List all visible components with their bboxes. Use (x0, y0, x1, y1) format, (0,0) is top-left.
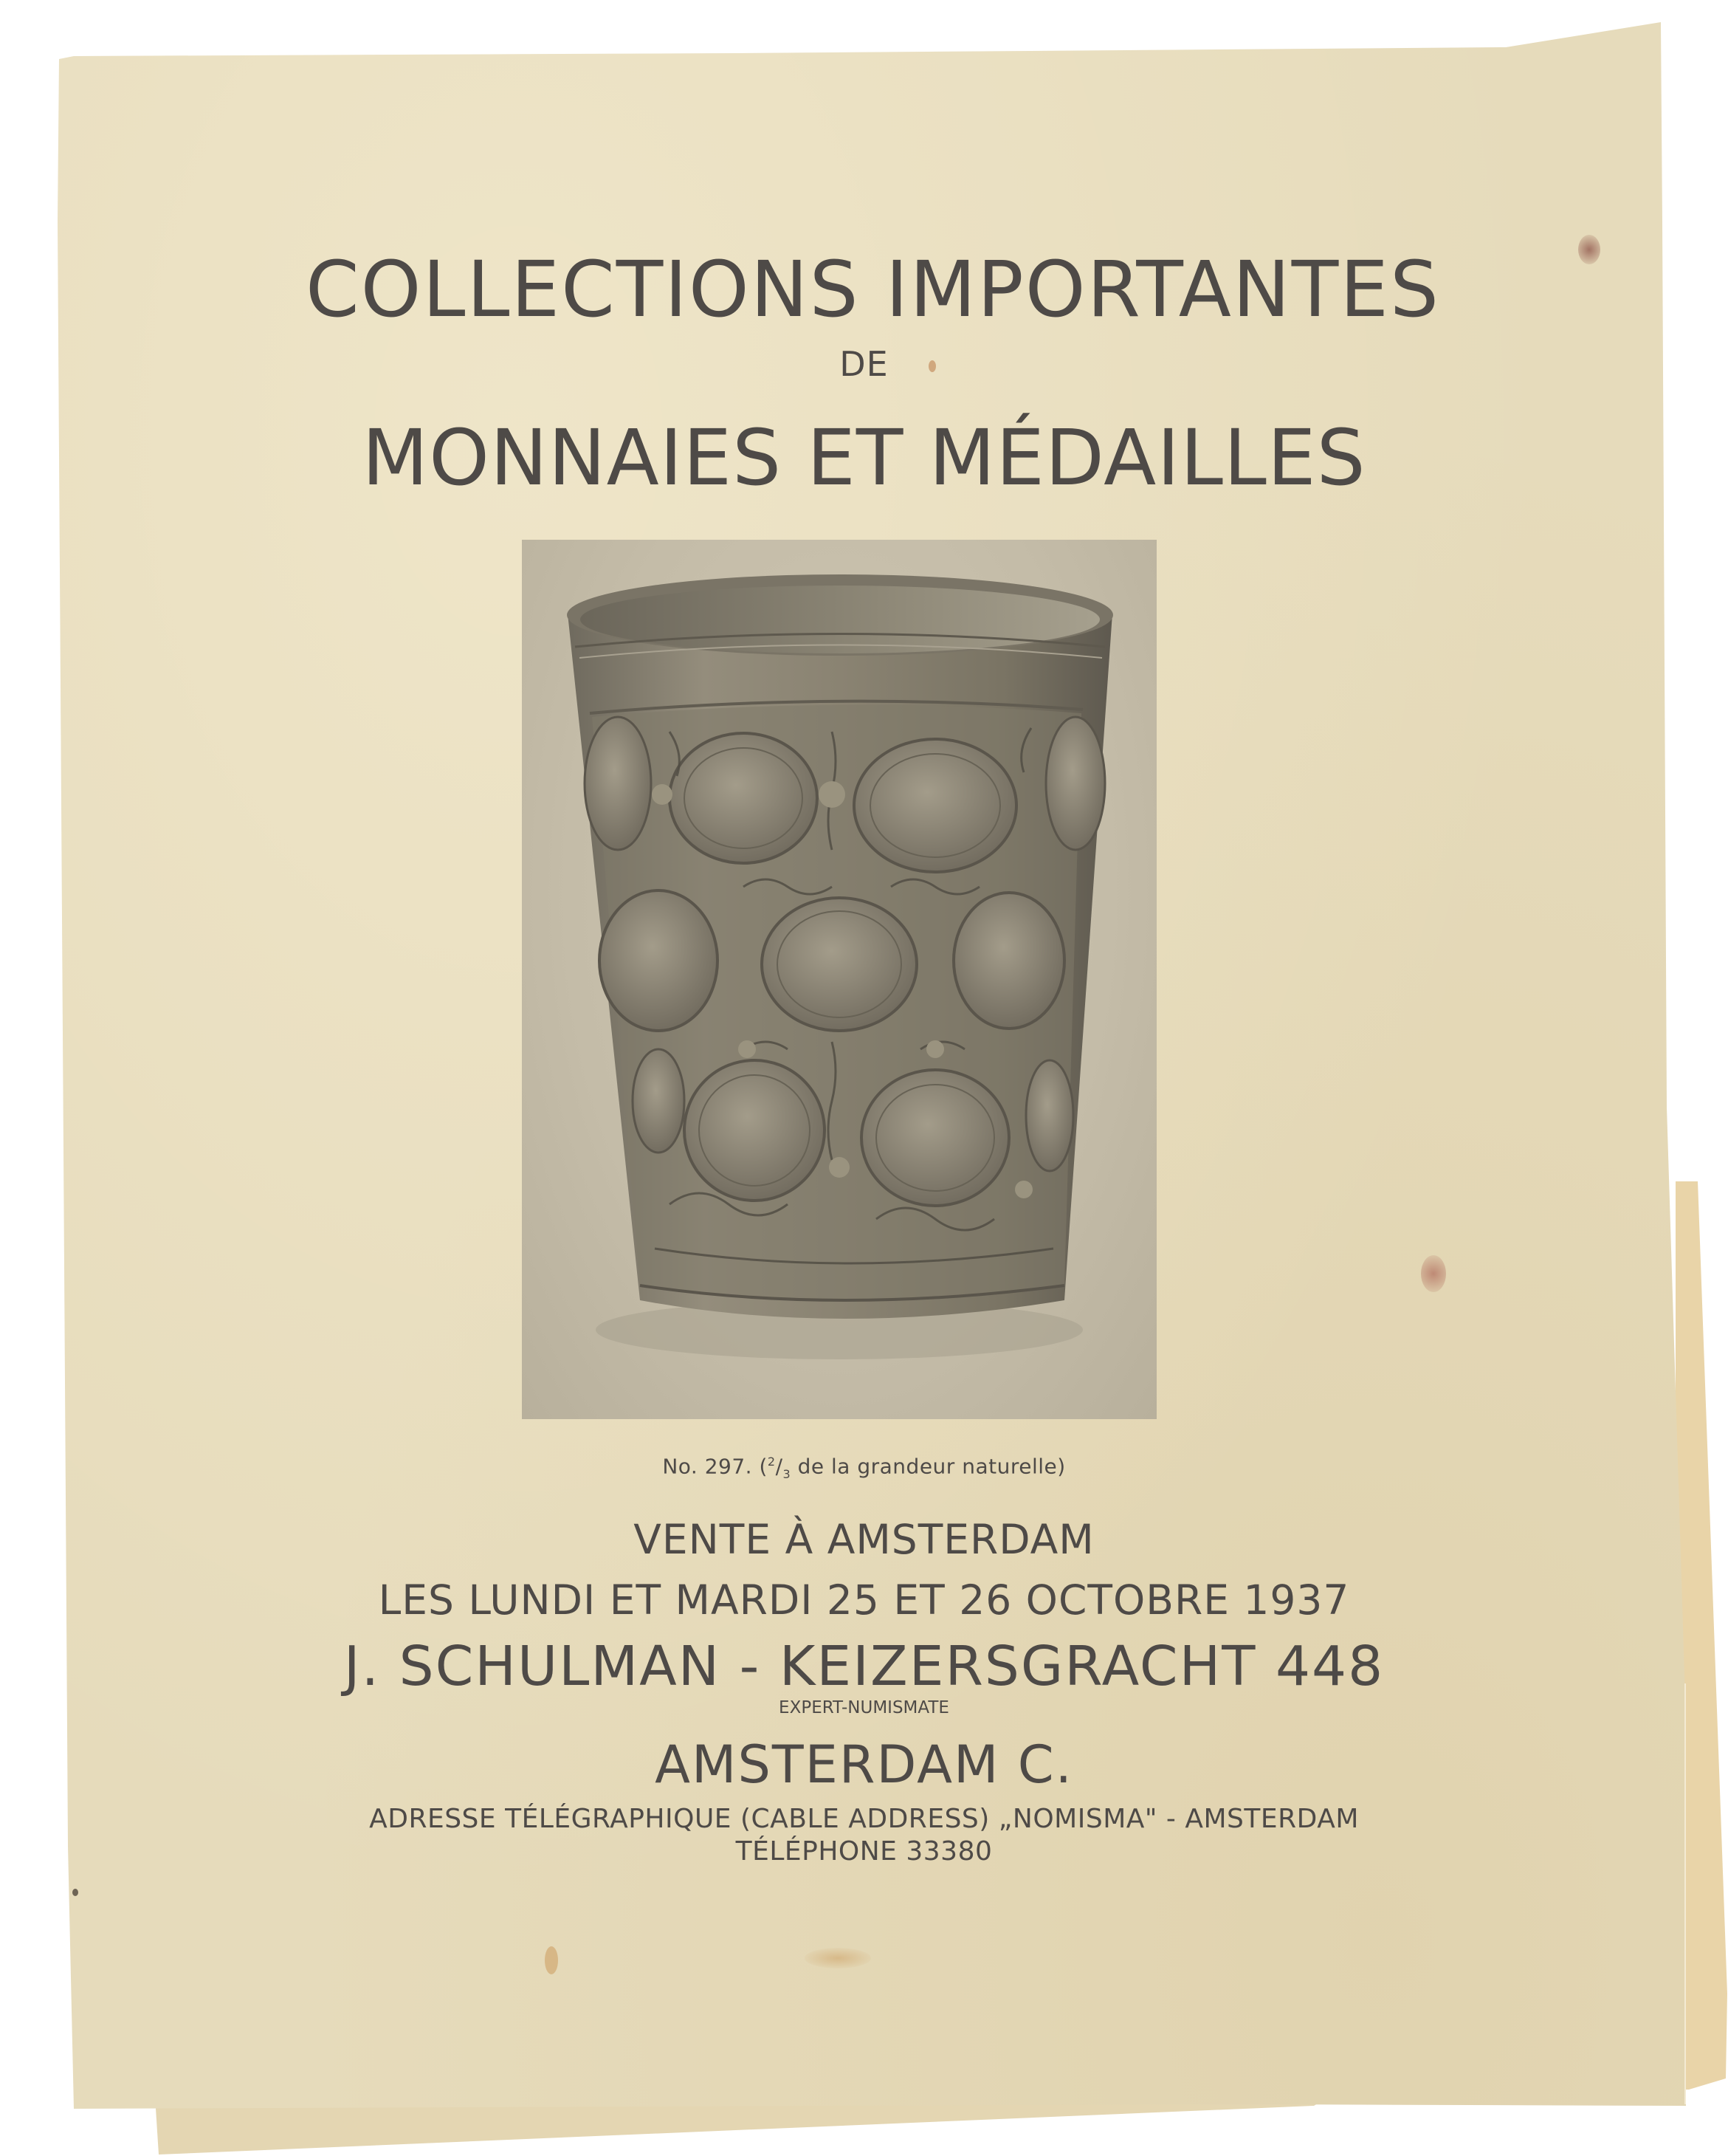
dealer-city: AMSTERDAM C. (655, 1734, 1073, 1795)
title-line-2: MONNAIES ET MÉDAILLES (362, 413, 1366, 503)
cable-address: ADRESSE TÉLÉGRAPHIQUE (CABLE ADDRESS) „NOMISMA" - AMSTERDAM (369, 1804, 1359, 1834)
sale-dates: LES LUNDI ET MARDI 25 ET 26 OCTOBRE 1937 (378, 1576, 1350, 1624)
stain-right-middle (1421, 1255, 1446, 1292)
caption-scale-text: de la grandeur naturelle) (797, 1454, 1066, 1479)
caption-lot-number: No. 297. (662, 1454, 753, 1479)
caption-open-paren: ( (759, 1454, 768, 1479)
title-connector: DE (839, 344, 889, 384)
dealer-name-address: J. SCHULMAN - KEIZERSGRACHT 448 (343, 1635, 1385, 1698)
stain-bottom-center (805, 1948, 871, 1968)
caption-fraction-numerator: 2 (767, 1455, 776, 1469)
title-line-1: COLLECTIONS IMPORTANTES (306, 244, 1440, 334)
photo-caption: No. 297. ($^2/_3$ de la grandeur naturelle) (662, 1454, 1066, 1481)
telephone-number: TÉLÉPHONE 33380 (735, 1836, 993, 1867)
stain-bottom-left (545, 1946, 558, 1974)
beaker-illustration (522, 540, 1157, 1419)
beaker-photograph (522, 540, 1157, 1419)
caption-fraction-denominator: 3 (782, 1466, 791, 1481)
stain-left-dot (72, 1889, 78, 1896)
dealer-role: EXPERT-NUMISMATE (779, 1698, 949, 1717)
sale-location: VENTE À AMSTERDAM (633, 1516, 1095, 1563)
